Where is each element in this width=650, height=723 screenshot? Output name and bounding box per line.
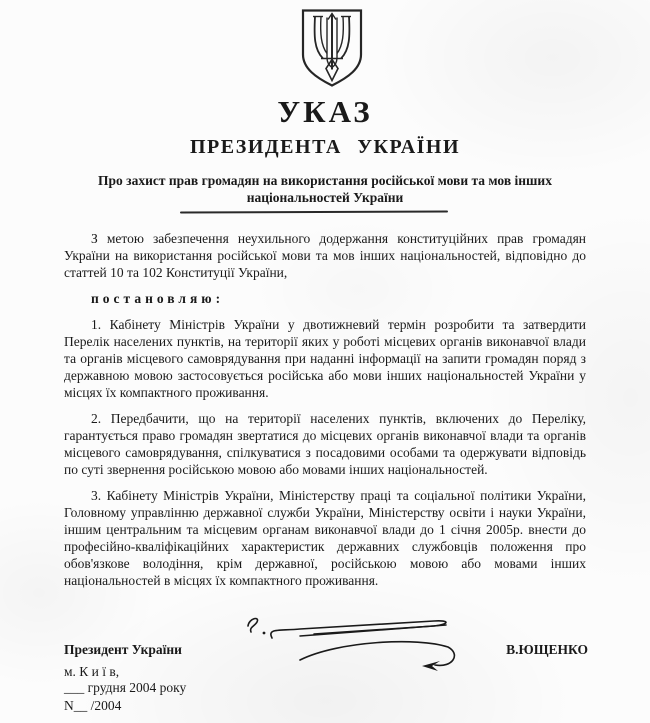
decree-subject: Про захист прав громадян на використання російської мови та мов інших національностей України	[98, 173, 552, 205]
subject-divider	[180, 211, 448, 214]
footer-date: ___ грудня 2004 року	[64, 680, 187, 695]
decree-item-1: 1. Кабінету Міністрів України у двотижневий термін розробити та затвердити Перелік населених пунктів, на території яких у роботі місцевих органів виконавчої влади та органів місцевого самоврядування при наданні інформації на запити громадян поряд з державною мовою застосовується російська або мови інших національностей України у місцях їх компактного проживання.	[64, 317, 586, 400]
decree-body	[64, 228, 586, 589]
decree-footer	[64, 664, 186, 714]
decree-preamble: З метою забезпечення неухильного додержання конституційних прав громадян України на використання російської мови та мов інших національностей, відповідно до статтей 10 та 102 Конституції України,	[64, 231, 586, 280]
ukraine-trident-shield-icon	[296, 7, 368, 90]
footer-city: м. К и ї в,	[64, 664, 120, 679]
decree-item-3: 3. Кабінету Міністрів України, Міністерству праці та соціальної політики України, Головному управлінню державної служби України, Міністерству освіти і науки України, іншим центральним та місцевим органам виконавчої влади до 1 січня 2005р. внести до професійно-кваліфікаційних характеристик державних службовців положення про обов'язкове володіння, крім державної, російською мовою або мовами інших національностей в місцях їх компактного проживання.	[64, 488, 586, 588]
decree-item-2: 2. Передбачити, що на території населених пунктів, включених до Переліку, гарантується право громадян звертатися до місцевих органів виконавчої влади та органів місцевого самоврядування, спілкуватися з посадовими особами та одержувати відповідь по суті звернення російською мовою або мовами інших національностей.	[64, 411, 586, 477]
signatory-post: Президент України	[64, 642, 182, 657]
resolve-word: постановляю:	[91, 291, 225, 306]
handwritten-signature-icon	[238, 610, 498, 680]
signatory-name: В.ЮЩЕНКО	[506, 642, 588, 657]
decree-issuer-title: ПРЕЗИДЕНТА УКРАЇНИ	[189, 136, 461, 158]
decree-type-title: УКАЗ	[277, 94, 373, 129]
footer-number: N__ /2004	[64, 698, 122, 713]
